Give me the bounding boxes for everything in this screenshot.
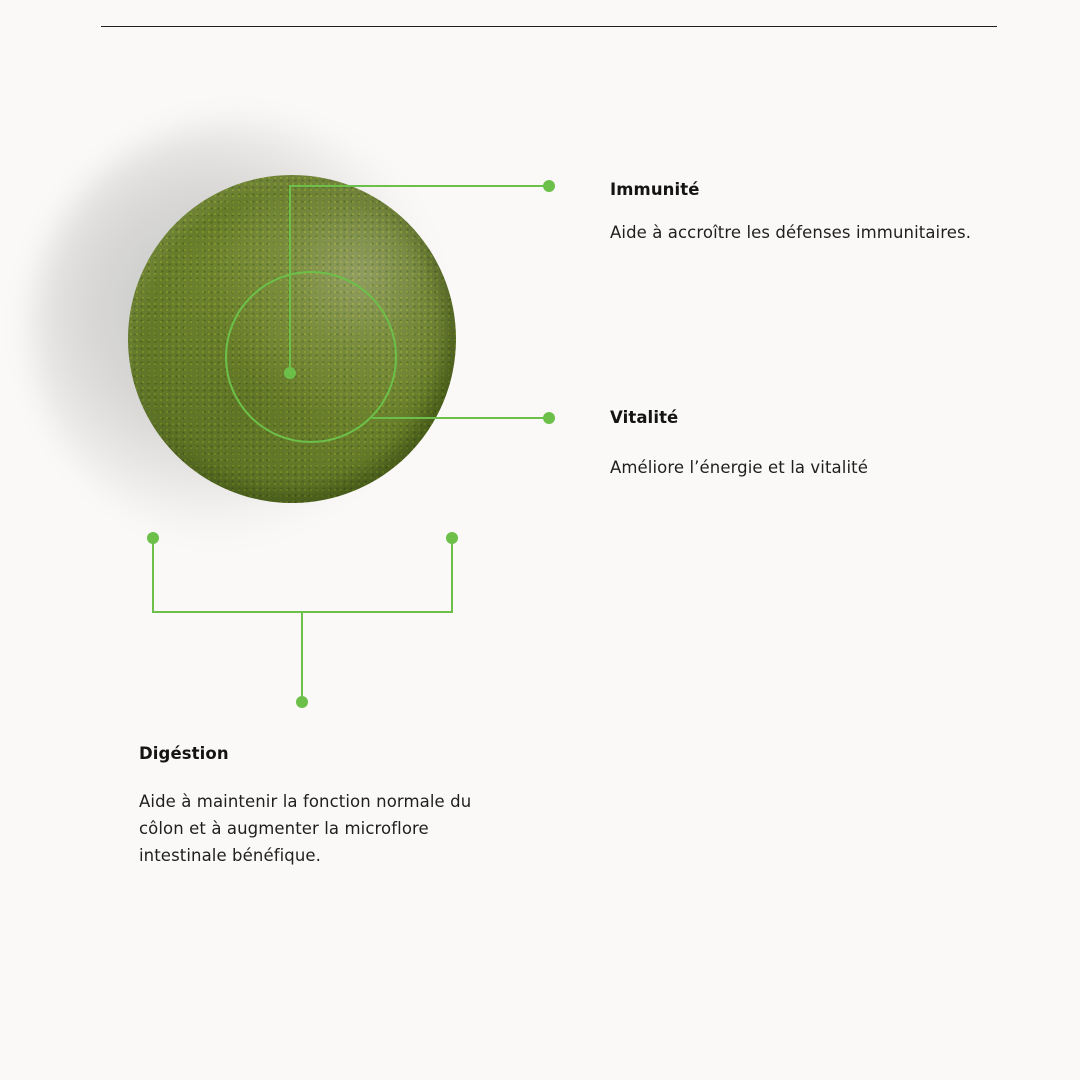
immunite-description: Aide à accroître les défenses immunitaires. bbox=[610, 223, 972, 242]
vitalite-title: Vitalité bbox=[610, 408, 679, 427]
bracket-right-dot bbox=[446, 532, 458, 544]
vitalite-dot bbox=[543, 412, 555, 424]
top-divider bbox=[101, 26, 997, 27]
immunite-title: Immunité bbox=[610, 180, 700, 199]
digestion-title: Digéstion bbox=[139, 744, 229, 763]
digestion-dot bbox=[296, 696, 308, 708]
digestion-description: Aide à maintenir la fonction normale du côlon et à augmenter la microflore intestinale bénéfique. bbox=[139, 792, 472, 865]
digestion-bracket bbox=[153, 538, 452, 612]
vitalite-description: Améliore l’énergie et la vitalité bbox=[610, 458, 868, 477]
green-tablet-image bbox=[128, 175, 456, 503]
immunite-dot bbox=[543, 180, 555, 192]
bracket-left-dot bbox=[147, 532, 159, 544]
tablet-texture bbox=[128, 175, 456, 503]
